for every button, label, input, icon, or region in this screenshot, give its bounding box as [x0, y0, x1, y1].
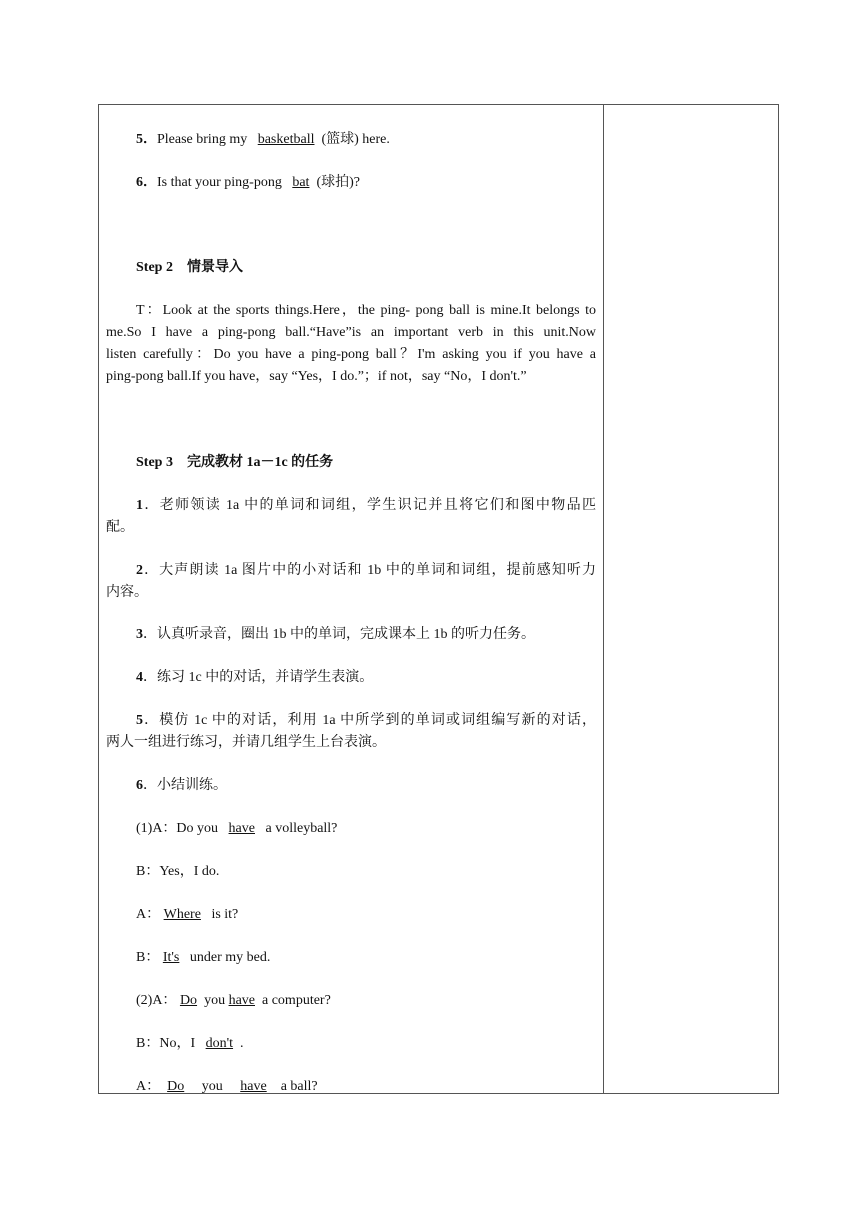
text: a computer? — [258, 993, 331, 1008]
answer-blank: have — [240, 1079, 267, 1094]
text: is it? — [207, 907, 239, 922]
step2-paragraph — [106, 300, 596, 388]
paragraph-line: 配。 — [106, 520, 134, 535]
text: . — [236, 1036, 244, 1051]
text: B：No，I — [136, 1036, 199, 1051]
column-divider — [603, 104, 604, 1094]
text: under my bed. — [186, 950, 271, 965]
text: A： — [136, 907, 161, 922]
text: a volleyball? — [261, 821, 338, 836]
step3-item-3 — [106, 624, 535, 646]
text: ．老师领读 1a 中的单词和词组，学生识记并且将它们和图中物品匹 — [143, 498, 596, 513]
answer-blank: Do — [179, 993, 198, 1008]
text: Is that your ping-pong — [157, 175, 286, 190]
text: A： — [136, 1079, 161, 1094]
text: ．认真听录音，圈出 1b 中的单词，完成课本上 1b 的听力任务。 — [143, 627, 535, 642]
answer-blank: Where — [163, 907, 201, 922]
step3-heading: Step 3 完成教材 1a－1c 的任务 — [136, 455, 334, 470]
dialog-line-5 — [106, 990, 331, 1012]
text: ．小结训练。 — [143, 778, 227, 793]
item-number: 6 — [136, 778, 143, 793]
paragraph-line: listen carefully：Do you have a ping-pong ball？I'm asking you if you have a — [106, 347, 596, 362]
paragraph-line: 内容。 — [106, 585, 148, 600]
step3-item-1 — [106, 495, 596, 539]
dialog-line-7 — [106, 1076, 318, 1098]
text: ．练习 1c 中的对话，并请学生表演。 — [143, 670, 374, 685]
answer-blank: don't — [205, 1036, 234, 1051]
dialog-line-2: B：Yes，I do. — [136, 864, 220, 879]
text: you — [198, 1079, 227, 1094]
paragraph-line: T：Look at the sports things.Here，the ping- pong ball is mine.It belongs to — [136, 303, 596, 318]
item-number: 5． — [136, 132, 157, 147]
step3-item-5 — [106, 710, 596, 754]
answer-blank: bat — [292, 175, 310, 190]
text: B： — [136, 950, 160, 965]
text: (1)A：Do you — [136, 821, 222, 836]
item-number: 2 — [136, 563, 143, 578]
text: ．大声朗读 1a 图片中的小对话和 1b 中的单词和词组，提前感知听力 — [143, 563, 596, 578]
dialog-line-1 — [106, 818, 337, 840]
step3-item-2 — [106, 560, 596, 604]
step3-item-6 — [106, 775, 227, 797]
item-number: 1 — [136, 498, 143, 513]
text: you — [200, 993, 229, 1008]
text: Please bring my — [157, 132, 251, 147]
answer-blank: Do — [167, 1079, 185, 1094]
text: a ball? — [277, 1079, 318, 1094]
item-number: 4 — [136, 670, 143, 685]
answer-blank: basketball — [257, 132, 315, 147]
item-number: 6． — [136, 175, 157, 190]
step2-heading: Step 2 情景导入 — [136, 260, 243, 275]
answer-blank: It's — [162, 950, 180, 965]
text: (球拍)? — [312, 175, 360, 190]
dialog-line-3 — [106, 904, 238, 926]
exercise-line-5 — [106, 129, 390, 151]
item-number: 3 — [136, 627, 143, 642]
paragraph-line: me.So I have a ping-pong ball.“Have”is an important verb in this unit.Now — [106, 325, 596, 340]
dialog-line-4 — [106, 947, 270, 969]
item-number: 5 — [136, 713, 143, 728]
paragraph-line: ping-pong ball.If you have，say “Yes，I do.”；if not，say “No，I don't.” — [106, 369, 527, 384]
exercise-line-6 — [106, 172, 360, 194]
dialog-line-6 — [106, 1033, 244, 1055]
text: ．模仿 1c 中的对话，利用 1a 中所学到的单词或词组编写新的对话， — [143, 713, 596, 728]
step3-item-4 — [106, 667, 373, 689]
answer-blank: have — [228, 993, 255, 1008]
answer-blank: have — [228, 821, 255, 836]
text: (篮球) here. — [317, 132, 390, 147]
paragraph-line: 两人一组进行练习，并请几组学生上台表演。 — [106, 735, 386, 750]
text: (2)A： — [136, 993, 177, 1008]
